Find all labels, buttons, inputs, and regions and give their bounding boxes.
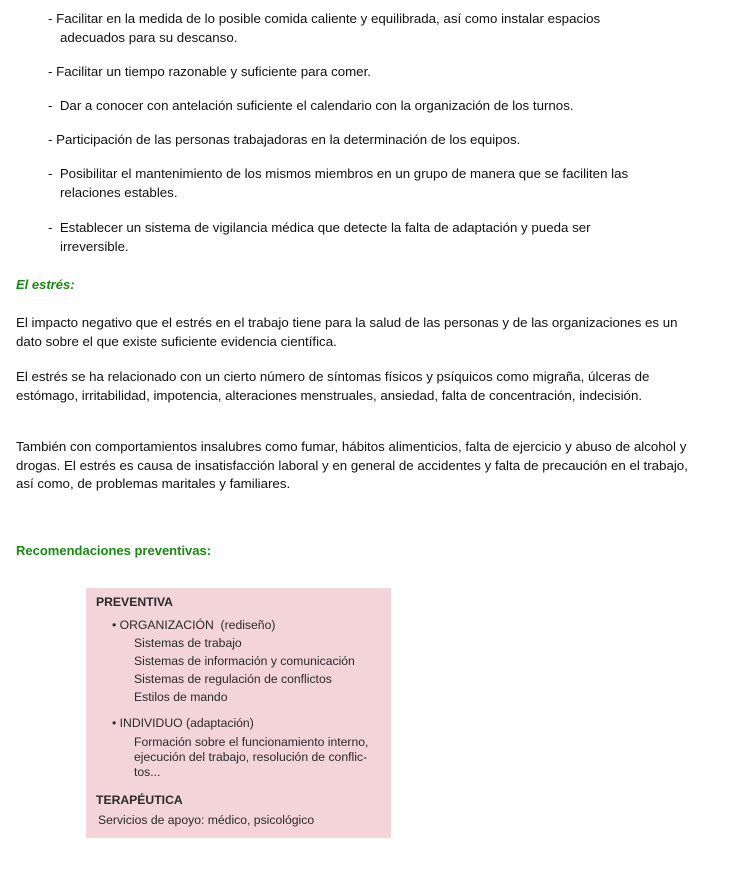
bullet-text-cont: adecuados para su descanso.	[60, 29, 238, 45]
paragraph: El impacto negativo que el estrés en el trabajo tiene para la salud de las personas y de las organizaciones es un dato sobre el que existe suficiente evidencia científica.	[16, 315, 678, 349]
bullet-text: - Participación de las personas trabajadoras en la determinación de los equipos.	[48, 132, 521, 147]
bullet-item	[48, 97, 688, 116]
figure-item: Sistemas de regulación de conflictos	[134, 672, 332, 686]
paragraph: El estrés se ha relacionado con un cierto número de síntomas físicos y psíquicos como migraña, úlceras de estómago, irritabilidad, impotencia, alteraciones menstruales, ansiedad, falta de concentración, indecisión.	[16, 369, 650, 403]
bullet-text-cont: relaciones estables.	[60, 184, 178, 200]
bullet-item	[48, 219, 688, 256]
bullet-text: - Posibilitar el mantenimiento de los mismos miembros en un grupo de manera que se faciliten las	[48, 166, 629, 181]
figure-heading-terapeutica: TERAPÉUTICA	[96, 793, 183, 807]
figure-item: ejecución del trabajo, resolución de conflic-	[134, 750, 368, 764]
bullet-item	[48, 165, 688, 202]
figure-item: tos...	[134, 765, 161, 779]
figure-item: Sistemas de trabajo	[134, 636, 242, 650]
figure-item: Estilos de mando	[134, 690, 228, 704]
bullet-item	[48, 131, 688, 150]
bullet-text: - Dar a conocer con antelación suficiente el calendario con la organización de los turnos.	[48, 98, 574, 113]
bullet-item	[48, 63, 688, 82]
figure-organizacion: • ORGANIZACIÓN (rediseño)	[112, 618, 276, 632]
figure-item: Sistemas de información y comunicación	[134, 654, 355, 668]
figure-item: Formación sobre el funcionamiento interno,	[134, 735, 369, 749]
bullet-item	[48, 10, 688, 47]
figure-individuo: • INDIVIDUO (adaptación)	[112, 716, 254, 730]
preventive-figure	[86, 588, 391, 838]
bullet-text-cont: irreversible.	[60, 238, 129, 254]
section-heading-stress: El estrés:	[16, 277, 75, 292]
bullet-text: - Facilitar un tiempo razonable y suficiente para comer.	[48, 64, 371, 79]
paragraph: También con comportamientos insalubres como fumar, hábitos alimenticios, falta de ejercicio y abuso de alcohol y drogas. El estrés es causa de insatisfacción laboral y en general de accidentes y falta de precaución en el trabajo, así como, de problemas maritales y familiares.	[16, 439, 688, 491]
section-heading-recommendations: Recomendaciones preventivas:	[16, 543, 212, 558]
figure-heading-preventiva: PREVENTIVA	[96, 595, 173, 609]
bullet-text: - Facilitar en la medida de lo posible comida caliente y equilibrada, así como instalar espacios	[48, 11, 601, 26]
figure-terapeutica-text: Servicios de apoyo: médico, psicológico	[98, 813, 315, 827]
bullet-text: - Establecer un sistema de vigilancia médica que detecte la falta de adaptación y pueda ser	[48, 220, 591, 235]
